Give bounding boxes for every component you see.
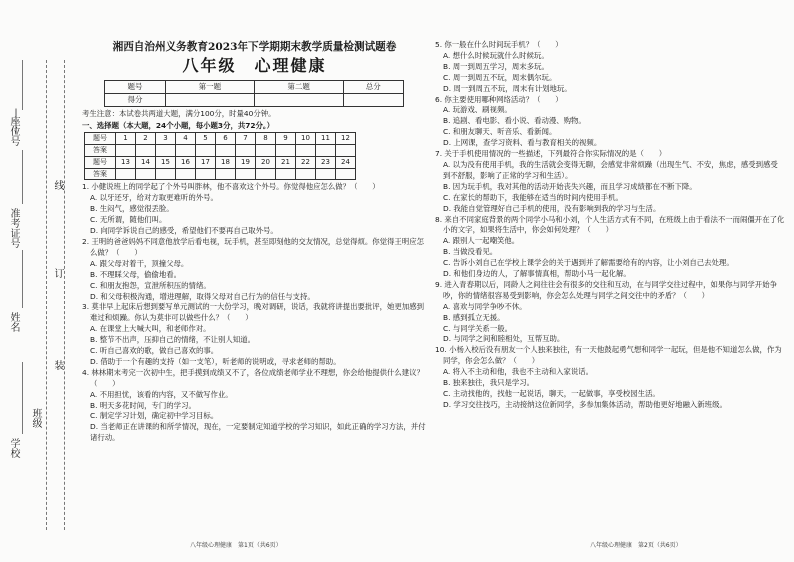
- question-option[interactable]: A. 跟父母对着干，顶撞父母。: [90, 258, 189, 268]
- answer-grid-cell[interactable]: [176, 144, 196, 156]
- question-option[interactable]: C. 主动找他的，找他一起说话，聊天，一起做事，享受校园生活。: [443, 389, 660, 398]
- cut-line-mark-ding: 订: [52, 268, 63, 278]
- answer-grid-cell[interactable]: [216, 144, 236, 156]
- score-header-cell: 总分: [343, 81, 403, 94]
- answer-grid-number: 4: [176, 132, 196, 144]
- question-option[interactable]: A. 想什么时候玩就什么时候玩。: [443, 50, 549, 60]
- answer-grid-number: 22: [296, 156, 316, 168]
- exam-number-fill-line[interactable]: [22, 150, 23, 204]
- question-stem: 3. 莫非早上起床后想到要写单元测试的一大份学习，晚对调研，说话，我就将讲提出要批评，她更加感到难过和烦躁。你认为莫非可以做些什么？（ ）: [82, 302, 424, 323]
- cut-line-mark-zhuang: 装: [52, 360, 63, 370]
- question-option[interactable]: D. 学习交往技巧，主动接纳这位新同学，多参加集体活动，帮助他更好地融入新班级。: [443, 399, 727, 409]
- question-option[interactable]: D. 和父母积极沟通，增进理解，取得父母对自己行为的信任与支持。: [90, 291, 315, 301]
- question-stem: 2. 王明的爸爸妈妈不同意他放学后看电视，玩手机，甚至即刻他的交友情况，总觉得烦。你觉得王明应怎么做？（ ）: [82, 236, 424, 257]
- exam-number-label: 准考证号: [8, 208, 19, 248]
- answer-grid-cell[interactable]: [316, 144, 336, 156]
- exam-subtitle: 八年级 心理健康: [182, 56, 327, 75]
- answer-grid-number: 3: [156, 132, 176, 144]
- question-option[interactable]: B. 当做没看见。: [443, 247, 498, 257]
- answer-grid-number: 11: [316, 132, 336, 144]
- question-option[interactable]: B. 因为玩手机，我对其他的活动开始丧失兴趣，而且学习成绩都在不断下降。: [443, 181, 697, 191]
- question-option[interactable]: A. 以牙还牙，给对方取更难听的外号。: [90, 193, 218, 203]
- answer-grid-number: 1: [116, 132, 136, 144]
- answer-grid-cell[interactable]: [276, 144, 296, 156]
- question-option[interactable]: B. 独来独往，我只是学习。: [443, 378, 535, 388]
- question-option[interactable]: A. 将入不主动和他，我也不主动和入家说话。: [443, 367, 594, 377]
- questions-left: [82, 182, 427, 444]
- name-label: 姓名: [8, 312, 19, 332]
- question-option[interactable]: B. 生闷气，感觉很丢脸。: [90, 204, 174, 214]
- answer-grid-number: 13: [116, 156, 136, 168]
- page-footer-left: 八年级心理健康 第1页（共6页）: [190, 542, 282, 549]
- section-heading: 一、选择题（本大题，24个小题，每小题3分，共72分。）: [82, 120, 274, 130]
- score-input-cell[interactable]: [166, 94, 255, 107]
- answer-grid-number: 6: [216, 132, 236, 144]
- right-page: [435, 40, 785, 411]
- question-option[interactable]: A. 不用担忧，该看的内容，又不做写作业。: [90, 389, 233, 399]
- answer-grid-cell[interactable]: [256, 144, 276, 156]
- answer-grid-label: 答案: [85, 168, 116, 180]
- question-option[interactable]: A. 喜欢与同学争吵不休。: [443, 301, 527, 311]
- page-footer-right: 八年级心理健康 第2页（共6页）: [590, 542, 682, 549]
- answer-grid-number: 8: [256, 132, 276, 144]
- answer-grid-number: 20: [256, 156, 276, 168]
- answer-grid-label: 答案: [85, 144, 116, 156]
- answer-grid-number: 16: [176, 156, 196, 168]
- answer-grid-number: 5: [196, 132, 216, 144]
- question-stem: 9. 进入青春期以后，同龄人之间往往会有很多的交往和互动，在与同学交往过程中，如果你与同学开始争吵，你的情绪很容易受到影响，你会怎么处理与同学之间交往中的矛盾？（ ）: [435, 279, 777, 300]
- left-page: [82, 40, 427, 444]
- questions-right: [435, 40, 785, 411]
- question-option[interactable]: C. 周一到周五不玩，周末偶尔玩。: [443, 72, 557, 82]
- question-stem: 8. 来自不同家庭背景的两个同学小马和小刘，个人生活方式有不同，在班级上由于看法不一而闹僵开在了化小的文字，如果将生活中，你会如何处理？（ ）: [435, 214, 785, 235]
- school-label: 学校: [8, 438, 19, 458]
- answer-grid-number: 19: [236, 156, 256, 168]
- school-fill-line[interactable]: [22, 362, 23, 434]
- question-option[interactable]: A. 以为没有使用手机，我的生活就会变得无聊，会感觉非常烦躁（出现生气、不安，焦虑，感受到感受到不舒服，影响了正常的学习和生活）。: [443, 159, 778, 180]
- answer-grid-number: 17: [196, 156, 216, 168]
- question-option[interactable]: B. 整节不出声，压抑自己的情绪，不让别人知道。: [90, 335, 255, 345]
- answer-grid-number: 7: [236, 132, 256, 144]
- question-option[interactable]: A. 玩游戏、刷视频。: [443, 105, 512, 115]
- question-option[interactable]: D. 我能自觉管理好自己手机的使用，没有影响到我的学习与生活。: [443, 203, 661, 213]
- answer-grid-cell[interactable]: [316, 168, 336, 180]
- question-stem: 6. 你主要使用哪种网络活动？（ ）: [435, 94, 563, 104]
- question-option[interactable]: A. 在课堂上大喊大叫，和老师作对。: [90, 324, 211, 334]
- answer-grid-number: 10: [296, 132, 316, 144]
- fill-line: [16, 109, 17, 135]
- question-option[interactable]: D. 与同学之间和睦相处，互帮互助。: [443, 334, 565, 344]
- answer-grid-number: 9: [276, 132, 296, 144]
- question-option[interactable]: A. 跟别人一起嘲笑他。: [443, 236, 520, 246]
- score-header-cell: 题号: [105, 81, 166, 94]
- question-option[interactable]: B. 不理睬父母，偷偷地看。: [90, 269, 182, 279]
- score-input-cell[interactable]: [343, 94, 403, 107]
- cut-line-mark: 线: [52, 180, 63, 190]
- answer-grid-number: 23: [316, 156, 336, 168]
- answer-grid-number: 14: [136, 156, 156, 168]
- answer-grid-number: 18: [216, 156, 236, 168]
- answer-grid-cell[interactable]: [136, 168, 156, 180]
- name-fill-line[interactable]: [22, 250, 23, 308]
- dashed-binding-line-2: [64, 60, 65, 530]
- answer-grid-number: 12: [336, 132, 356, 144]
- question-option[interactable]: B. 追剧、看电影、看小说、看动漫、购物。: [443, 116, 586, 126]
- question-option[interactable]: C. 听自己喜欢的歌，做自己喜欢的事。: [90, 346, 219, 356]
- question-option[interactable]: D. 向同学诉说自己的感受，希望他们不要再自己取外号。: [90, 226, 278, 236]
- answer-grid-cell[interactable]: [336, 168, 356, 180]
- question-stem: 4. 林林期末考完一次初中生，把手摸到成绩又不了，各位成绩老师学业不理想，你会给他提供什么建议？（ ）: [82, 367, 424, 388]
- score-header-cell: 第一题: [166, 81, 255, 94]
- question-option[interactable]: B. 明天多花时间，专门的学习。: [90, 400, 196, 410]
- question-stem: 1. 小健说班上的同学起了个外号叫胖林，他不喜欢这个外号。你觉得他应怎么做？（ ）: [82, 182, 380, 192]
- exam-note: 考生注意：本试卷共两道大题，满分100分，时量40分钟。: [82, 109, 276, 118]
- answer-grid-number: 21: [276, 156, 296, 168]
- exam-title: 湘西自治州义务教育2023年下学期期末教学质量检测试题卷: [112, 41, 397, 53]
- answer-grid-number: 15: [156, 156, 176, 168]
- question-stem: 7. 关于手机使用情况的一些描述，下列最符合你实际情况的是（ ）: [435, 149, 667, 159]
- question-option[interactable]: C. 无所谓，随他们叫。: [90, 215, 167, 225]
- dashed-binding-line: [46, 60, 47, 530]
- question-option[interactable]: C. 告诉小刘自己在学校上课学会的关于遇到并了解需要给有的内容，让小刘自己去处理。: [443, 258, 734, 268]
- question-stem: 10. 小杨入校后没有朋友一个人独来独往，有一天他鼓起勇气想和同学一起玩，但是他不知道怎么做，作为同学，你会怎么做？（ ）: [435, 345, 782, 366]
- question-stem: 5. 你一般在什么时间玩手机？（ ）: [435, 40, 563, 49]
- answer-grid-cell[interactable]: [156, 144, 176, 156]
- question-option[interactable]: C. 制定学习计划，确定初中学习目标。: [90, 411, 219, 421]
- answer-grid-cell[interactable]: [156, 168, 176, 180]
- score-table: [104, 80, 404, 107]
- answer-grid-cell[interactable]: [296, 144, 316, 156]
- question-option[interactable]: C. 与同学关系一般。: [443, 323, 512, 333]
- answer-grid-cell[interactable]: [236, 144, 256, 156]
- binding-strip: [0, 0, 90, 562]
- answer-grid-label: 题号: [85, 156, 116, 168]
- score-label-cell: 得分: [105, 94, 166, 107]
- question-option[interactable]: D. 当老师正在讲课的和所学情况，现在，一定要制定知道学校的学习知识，如此正确的学习方法，并付诸行动。: [90, 422, 426, 443]
- answer-grid-cell[interactable]: [136, 144, 156, 156]
- answer-grid-number: 24: [336, 156, 356, 168]
- answer-grid-cell[interactable]: [296, 168, 316, 180]
- answer-grid-cell[interactable]: [176, 168, 196, 180]
- question-option[interactable]: B. 周一到周五学习，周末多玩。: [443, 61, 549, 71]
- question-option[interactable]: D. 周一到周五不玩，周末有计划地玩。: [443, 83, 572, 93]
- answer-grid-cell[interactable]: [276, 168, 296, 180]
- question-option[interactable]: C. 和朋友聊天、听音乐、看新闻。: [443, 127, 557, 137]
- answer-grid-cell[interactable]: [336, 144, 356, 156]
- question-option[interactable]: D. 和他们身边的人，了解事情真相，帮助小马一起化解。: [443, 269, 631, 279]
- class-label: 班级: [30, 408, 41, 428]
- answer-grid-cell[interactable]: [236, 168, 256, 180]
- question-option[interactable]: D. 借助于一个有趣的支持（如一支笔），听老师的说明或，寻求老师的帮助。: [90, 356, 341, 366]
- question-option[interactable]: D. 上网课，查学习资料、看与教育相关的视频。: [443, 138, 602, 148]
- question-option[interactable]: C. 在家长的帮助下，我能够在适当的时间内使用手机。: [443, 192, 623, 202]
- answer-grid-cell[interactable]: [196, 168, 216, 180]
- seat-fill-line[interactable]: [22, 60, 23, 110]
- answer-grid-cell[interactable]: [216, 168, 236, 180]
- seat-number-label: 座位号: [8, 116, 19, 146]
- score-header-cell: 第二题: [254, 81, 343, 94]
- answer-grid: [84, 132, 356, 181]
- answer-grid-label: 题号: [85, 132, 116, 144]
- question-option[interactable]: C. 和朋友抱怨，宣泄所积压的情绪。: [90, 280, 211, 290]
- question-option[interactable]: B. 感到孤立无援。: [443, 312, 505, 322]
- answer-grid-cell[interactable]: [116, 168, 136, 180]
- answer-grid-cell[interactable]: [196, 144, 216, 156]
- answer-grid-cell[interactable]: [116, 144, 136, 156]
- score-input-cell[interactable]: [254, 94, 343, 107]
- answer-grid-number: 2: [136, 132, 156, 144]
- answer-grid-cell[interactable]: [256, 168, 276, 180]
